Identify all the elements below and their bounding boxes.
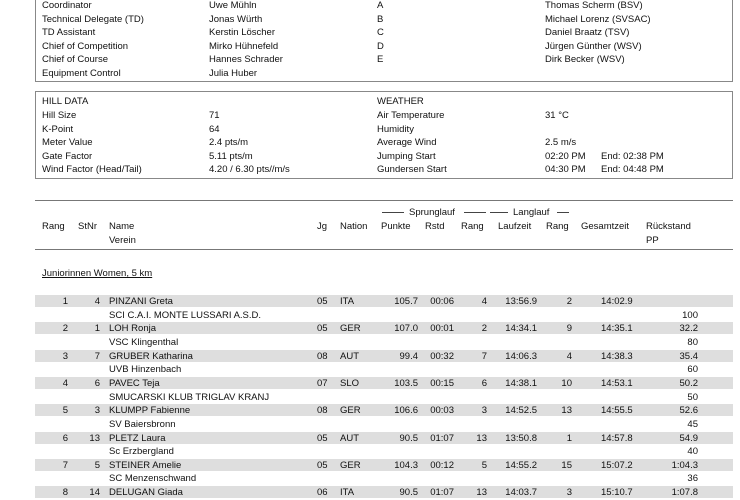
cell-jump-behind: 01:07	[430, 487, 454, 499]
cell-bib: 5	[94, 459, 100, 471]
cell-nation: SLO	[340, 377, 360, 389]
cell-pp: 45	[687, 418, 698, 430]
cell-bib: 3	[94, 405, 100, 417]
cell-ski-rank: 13	[561, 405, 572, 417]
hill-label: Gate Factor	[42, 150, 93, 162]
weather-value: 31 °C	[545, 110, 569, 121]
judge-name: Michael Lorenz (SVSAC)	[545, 13, 651, 25]
cell-ski-rank: 10	[561, 377, 572, 389]
judge-letter: B	[377, 13, 384, 25]
cell-points: 99.4	[399, 350, 418, 362]
cell-yob: 05	[317, 323, 328, 335]
sprunglauf-rule-left	[382, 212, 404, 213]
cell-jump-rank: 5	[481, 459, 487, 471]
cell-points: 106.6	[394, 405, 418, 417]
cell-bib: 7	[94, 350, 100, 362]
cell-total: 14:02.9	[601, 296, 633, 307]
weather-label: Average Wind	[377, 137, 437, 149]
cell-jump-rank: 3	[481, 405, 487, 417]
header-points: Punkte	[381, 221, 411, 232]
judge-letter: D	[377, 40, 384, 52]
cell-behind: 32.2	[679, 323, 698, 335]
group-langlauf: Langlauf	[513, 207, 550, 218]
cell-behind: 52.6	[679, 405, 698, 417]
judge-name: Dirk Becker (WSV)	[545, 54, 625, 66]
weather-label: Air Temperature	[377, 110, 445, 121]
sprunglauf-rule-right	[464, 212, 486, 213]
header-rank: Rang	[42, 221, 65, 232]
hill-label: Wind Factor (Head/Tail)	[42, 164, 142, 176]
weather-end: End: 02:38 PM	[601, 150, 664, 162]
cell-points: 104.3	[394, 459, 418, 471]
cell-yob: 08	[317, 350, 328, 362]
official-role: Equipment Control	[42, 68, 121, 79]
official-name: Mirko Hühnefeld	[209, 40, 279, 52]
header-total: Gesamtzeit	[581, 221, 630, 232]
official-name: Jonas Würth	[209, 13, 263, 25]
cell-pp: 80	[687, 336, 698, 348]
cell-time: 14:34.1	[505, 323, 537, 335]
cell-jump-rank: 6	[481, 377, 487, 389]
cell-behind: 35.4	[679, 350, 698, 362]
cell-points: 90.5	[399, 432, 418, 444]
cell-ski-rank: 9	[566, 323, 572, 335]
cell-time: 14:03.7	[505, 487, 537, 499]
cell-name: STEINER Amelie	[109, 459, 182, 471]
cell-behind: 1:07.8	[671, 487, 698, 499]
cell-jump-rank: 2	[481, 323, 487, 335]
cell-behind: 50.2	[679, 377, 698, 389]
cell-jump-rank: 7	[481, 350, 487, 362]
cell-nation: GER	[340, 405, 361, 417]
weather-value: 02:20 PM	[545, 150, 586, 162]
weather-label: Humidity	[377, 123, 414, 135]
cell-time: 13:56.9	[505, 296, 537, 307]
header-bottom-rule	[35, 249, 733, 250]
weather-heading: WEATHER	[377, 96, 424, 107]
cell-ski-rank: 15	[561, 459, 572, 471]
cell-name: PLETZ Laura	[109, 432, 166, 444]
cell-yob: 08	[317, 405, 328, 417]
cell-jump-rank: 13	[476, 432, 487, 444]
cell-behind: 1:04.3	[671, 459, 698, 471]
cell-bib: 14	[89, 487, 100, 499]
hill-value: 71	[209, 110, 220, 121]
langlauf-rule-right	[557, 212, 569, 213]
cell-bib: 1	[94, 323, 100, 335]
judge-name: Jürgen Günther (WSV)	[545, 40, 642, 52]
cell-club: SV Baiersbronn	[109, 418, 176, 430]
cell-jump-rank: 13	[476, 487, 487, 499]
hill-value: 64	[209, 123, 220, 135]
cell-nation: GER	[340, 323, 361, 335]
official-name: Uwe Mühln	[209, 0, 257, 11]
header-bib: StNr	[78, 221, 97, 232]
cell-rank: 4	[62, 377, 68, 389]
cell-ski-rank: 1	[566, 432, 572, 444]
cell-time: 14:06.3	[505, 350, 537, 362]
cell-points: 103.5	[394, 377, 418, 389]
official-role: Coordinator	[42, 0, 92, 11]
cell-club: Sc Erzbergland	[109, 446, 174, 458]
header-yob: Jg	[317, 221, 328, 232]
cell-jump-behind: 00:15	[430, 377, 454, 389]
cell-time: 13:50.8	[505, 432, 537, 444]
cell-jump-behind: 01:07	[430, 432, 454, 444]
cell-total: 15:10.7	[601, 487, 633, 499]
cell-rank: 2	[62, 323, 68, 335]
cell-total: 14:57.8	[601, 432, 633, 444]
weather-value: 04:30 PM	[545, 164, 586, 176]
cell-yob: 07	[317, 377, 328, 389]
cell-rank: 1	[62, 296, 68, 307]
cell-total: 14:55.5	[601, 405, 633, 417]
cell-rank: 5	[62, 405, 68, 417]
cell-rank: 3	[62, 350, 68, 362]
cell-jump-behind: 00:06	[430, 296, 454, 307]
hill-data-heading: HILL DATA	[42, 96, 89, 107]
weather-value: 2.5 m/s	[545, 137, 577, 149]
cell-name: GRUBER Katharina	[109, 350, 193, 362]
cell-pp: 100	[682, 309, 698, 321]
cell-rank: 7	[62, 459, 68, 471]
table-top-rule	[35, 200, 733, 201]
hill-label: K-Point	[42, 123, 74, 135]
cell-ski-rank: 3	[566, 487, 572, 499]
cell-yob: 05	[317, 296, 328, 307]
cell-points: 90.5	[399, 487, 418, 499]
cell-total: 14:38.3	[601, 350, 633, 362]
cell-yob: 05	[317, 459, 328, 471]
category-title: Juniorinnen Women, 5 km	[42, 268, 153, 279]
cell-jump-behind: 00:12	[430, 459, 454, 471]
cell-bib: 4	[94, 296, 100, 307]
cell-name: KLUMPP Fabienne	[109, 405, 191, 417]
cell-name: DELUGAN Giada	[109, 487, 183, 499]
cell-time: 14:55.2	[505, 459, 537, 471]
cell-bib: 13	[89, 432, 100, 444]
judge-letter: A	[377, 0, 384, 11]
header-nation: Nation	[340, 221, 368, 232]
cell-points: 105.7	[394, 296, 418, 307]
cell-nation: ITA	[340, 296, 355, 307]
header-behind: Rückstand	[646, 221, 691, 232]
cell-behind: 54.9	[679, 432, 698, 444]
cell-club: VSC Klingenthal	[109, 336, 179, 348]
judge-letter: C	[377, 27, 384, 39]
hill-label: Hill Size	[42, 110, 77, 121]
cell-total: 14:53.1	[601, 377, 633, 389]
official-role: Technical Delegate (TD)	[42, 13, 144, 25]
weather-label: Jumping Start	[377, 150, 436, 162]
judge-name: Thomas Scherm (BSV)	[545, 0, 643, 11]
official-role: Chief of Course	[42, 54, 109, 66]
cell-jump-behind: 00:01	[430, 323, 454, 335]
hill-value: 5.11 pts/m	[209, 150, 253, 162]
cell-club: UVB Hinzenbach	[109, 364, 182, 376]
judge-letter: E	[377, 54, 384, 66]
cell-time: 14:38.1	[505, 377, 537, 389]
header-ski-rank: Rang	[546, 221, 569, 232]
cell-time: 14:52.5	[505, 405, 537, 417]
judge-name: Daniel Braatz (TSV)	[545, 27, 630, 39]
cell-nation: AUT	[340, 350, 359, 362]
cell-pp: 50	[687, 391, 698, 403]
header-jump-rank: Rang	[461, 221, 484, 232]
cell-total: 15:07.2	[601, 459, 633, 471]
cell-club: SC Menzenschwand	[109, 473, 197, 485]
cell-nation: AUT	[340, 432, 359, 444]
official-name: Kerstin Löscher	[209, 27, 276, 39]
cell-pp: 40	[687, 446, 698, 458]
cell-name: PINZANI Greta	[109, 296, 173, 307]
cell-points: 107.0	[394, 323, 418, 335]
cell-ski-rank: 4	[566, 350, 572, 362]
header-jump-behind: Rstd	[425, 221, 445, 232]
hill-value: 4.20 / 6.30 pts//m/s	[209, 164, 290, 176]
cell-jump-behind: 00:32	[430, 350, 454, 362]
header-name: Name	[109, 221, 135, 232]
cell-pp: 60	[687, 364, 698, 376]
cell-nation: GER	[340, 459, 361, 471]
header-pp: PP	[646, 235, 659, 246]
official-name: Hannes Schrader	[209, 54, 283, 66]
weather-end: End: 04:48 PM	[601, 164, 664, 176]
cell-yob: 06	[317, 487, 328, 499]
cell-rank: 6	[62, 432, 68, 444]
group-sprunglauf: Sprunglauf	[409, 207, 455, 218]
cell-club: SCI C.A.I. MONTE LUSSARI A.S.D.	[109, 309, 262, 321]
cell-ski-rank: 2	[566, 296, 572, 307]
cell-jump-behind: 00:03	[430, 405, 454, 417]
header-club: Verein	[109, 235, 136, 246]
cell-club: SMUCARSKI KLUB TRIGLAV KRANJ	[109, 391, 270, 403]
cell-bib: 6	[94, 377, 100, 389]
hill-value: 2.4 pts/m	[209, 137, 249, 149]
cell-name: LOH Ronja	[109, 323, 156, 335]
cell-total: 14:35.1	[601, 323, 633, 335]
header-time: Laufzeit	[498, 221, 532, 232]
official-role: TD Assistant	[42, 27, 96, 39]
hill-label: Meter Value	[42, 137, 93, 149]
cell-pp: 36	[687, 473, 698, 485]
cell-rank: 8	[62, 487, 68, 499]
weather-label: Gundersen Start	[377, 164, 447, 176]
cell-jump-rank: 4	[481, 296, 487, 307]
official-name: Julia Huber	[209, 68, 258, 79]
cell-nation: ITA	[340, 487, 355, 499]
langlauf-rule-left	[490, 212, 508, 213]
cell-name: PAVEC Teja	[109, 377, 160, 389]
cell-yob: 05	[317, 432, 328, 444]
official-role: Chief of Competition	[42, 40, 129, 52]
